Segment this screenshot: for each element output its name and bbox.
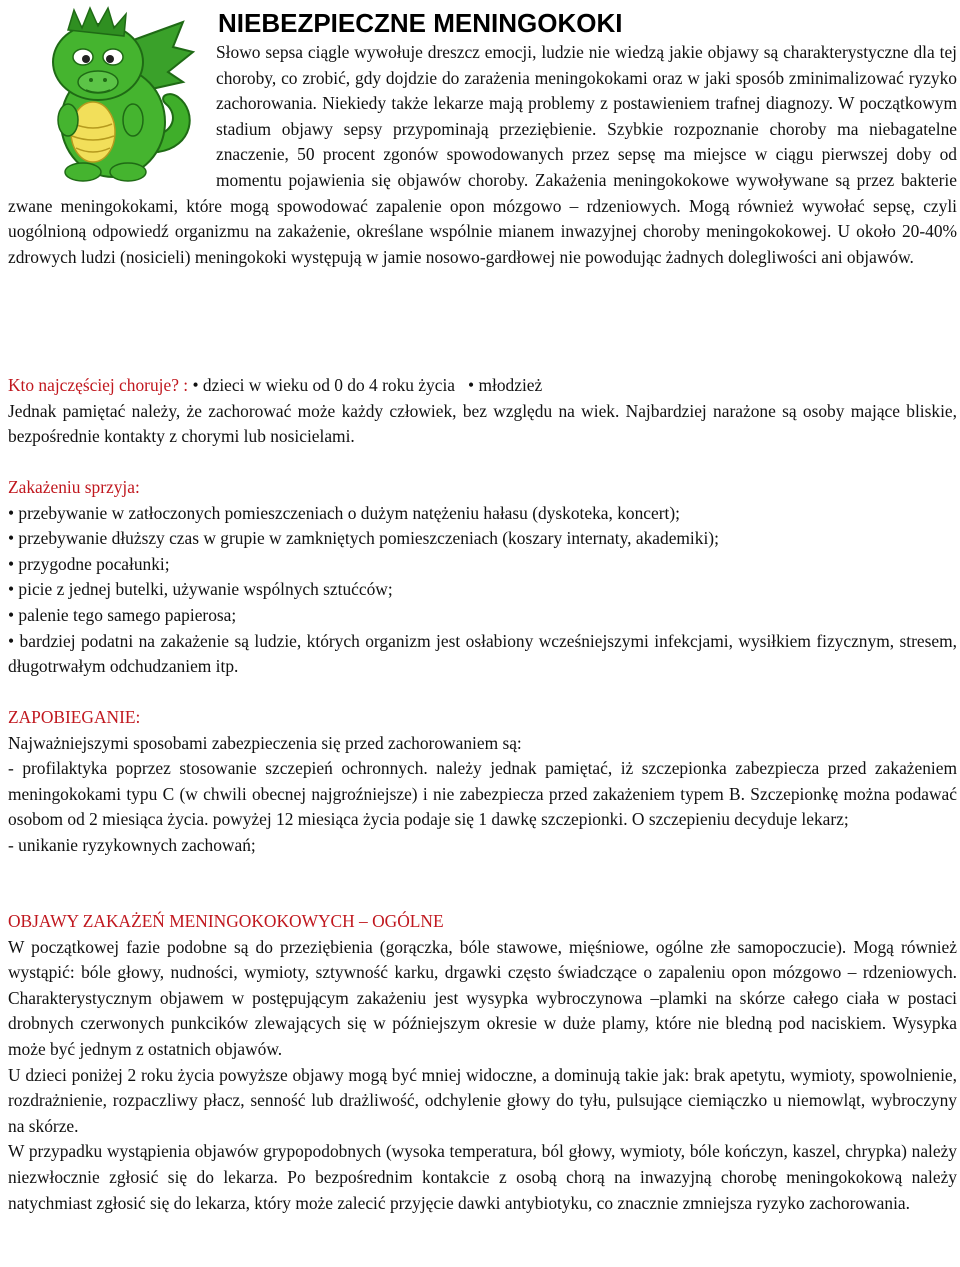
intro-paragraph: Słowo sepsa ciągle wywołuje dreszcz emocji, ludzie nie wiedzą jakie objawy są charakterystyczne dla tej choroby, co zrobić, gdy dojdzie do zarażenia meningokokami oraz w jaki sposób zminimalizować ryzyko zachorowania. Niekiedy także lekarze mają problemy z postawieniem trafnej diagnozy. W początkowym stadium objawy sepsy przypominają przeziębienie. Szybkie rozpoznanie choroby ma niebagatelne znaczenie, 50 procent zgonów spowodowanych przez sepsę ma miejsce w ciągu pierwszej doby od momentu pojawienia się objawów choroby. Zakażenia meningokokowe wywoływane są przez bakterie zwane meningokokami, które mogą spowodować zapalenie opon mózgowo – rdzeniowych. Mogą również wywołać sepsę, czyli uogólnioną odpowiedź organizmu na zakażenie, określane wspólnie mianem inwazyjnej choroby meningokokowej. U około 20-40% zdrowych ludzi (nosicieli) meningokoki występują w jamie nosowo-gardłowej nie powodując żadnych dolegliwości ani objawów. xyxy=(8,42,957,267)
page-title: NIEBEZPIECZNE MENINGOKOKI xyxy=(218,8,623,38)
prevention-heading: ZAPOBIEGANIE: xyxy=(8,707,141,727)
risk-factor-item: • bardziej podatni na zakażenie są ludzie, których organizm jest osłabiony wcześniejszymi infekcjami, wysiłkiem fizycznym, stresem, długotrwałym odchudzaniem itp. xyxy=(8,630,957,677)
symptoms-section xyxy=(8,909,957,1216)
symptoms-paragraph: W początkowej fazie podobne są do przeziębienia (gorączka, bóle stawowe, mięśniowe, ogólne złe samopoczucie). Mogą również wystąpić: bóle głowy, nudności, wymioty, sztywność karku, drgawki często świadczące o zapaleniu opon mózgowo – rdzeniowych. Charakterystycznym objawem w postępującym zakażeniu jest wysypka wybroczynowa –plamki na skórze całego ciała w postaci drobnych czerwonych punkcików zlewających się w późniejszym okresie w duże plamy, które nie bledną pod naciskiem. Wysypka może być jednym z ostatnich objawów. xyxy=(8,936,957,1059)
risk-factor-item: • przygodne pocałunki; xyxy=(8,553,170,574)
who-gets-sick-heading: Kto najczęściej choruje? : xyxy=(8,375,189,395)
prevention-section xyxy=(8,705,957,859)
risk-factor-item: • przebywanie dłuższy czas w grupie w zamkniętych pomieszczeniach (koszary internaty, akademiki); xyxy=(8,528,719,549)
risk-factors-section xyxy=(8,475,957,680)
intro-section xyxy=(8,40,957,270)
who-gets-sick-text: Jednak pamiętać należy, że zachorować może każdy człowiek, bez względu na wiek. Najbardziej narażone są osoby mające bliskie, bezpośrednie kontakty z chorymi lub nosicielami. xyxy=(8,400,957,447)
prevention-item: - profilaktyka poprzez stosowanie szczepień ochronnych. należy jednak pamiętać, iż szczepionka zabezpiecza przed zakażeniem meningokokami typu C (w chwili obecnej najgroźniejsze) i nie zabezpiecza przed zakażeniem typem B. Szczepionkę można podawać osobom od 2 miesiąca życia. powyżej 12 miesiąca życia podaje się 1 dawkę szczepionki. O szczepieniu decyduje lekarz; xyxy=(8,758,957,830)
risk-factor-item: • palenie tego samego papierosa; xyxy=(8,604,237,625)
risk-factors-heading: Zakażeniu sprzyja: xyxy=(8,477,140,497)
who-gets-sick-section xyxy=(8,373,957,450)
symptoms-paragraph: U dzieci poniżej 2 roku życia powyższe objawy mogą być mniej widoczne, a dominują takie jak: brak apetytu, wymioty, spowolnienie, rozdrażnienie, rozpaczliwy płacz, senność lub drażliwość, odchylenie głowy do tyłu, pulsujące ciemiączko u niemowląt, wybroczyny na skórze. xyxy=(8,1064,957,1136)
prevention-lead: Najważniejszymi sposobami zabezpieczenia się przed zachorowaniem są: xyxy=(8,732,522,753)
who-gets-sick-line xyxy=(8,373,957,399)
symptoms-heading: OBJAWY ZAKAŻEŃ MENINGOKOKOWYCH – OGÓLNE xyxy=(8,911,444,931)
risk-factor-item: • picie z jednej butelki, używanie wspólnych sztućców; xyxy=(8,579,393,600)
risk-factor-item: • przebywanie w zatłoczonych pomieszczeniach o dużym natężeniu hałasu (dyskoteka, koncert); xyxy=(8,502,680,523)
prevention-item: - unikanie ryzykownych zachowań; xyxy=(8,834,256,855)
symptoms-paragraph: W przypadku wystąpienia objawów grypopodobnych (wysoka temperatura, ból głowy, wymioty, bóle kończyn, kaszel, chrypka) należy niezwłocznie zgłosić się do lekarza. Po bezpośrednim kontakcie z osobą chorą na inwazyjną chorobę meningokokową należy natychmiast zgłosić się do lekarza, który może zalecić przyjęcie dawki antybiotyku, co znacznie zmniejsza ryzyko zachorowania. xyxy=(8,1141,957,1213)
who-gets-sick-items: • dzieci w wieku od 0 do 4 roku życia • młodzież xyxy=(192,375,543,395)
